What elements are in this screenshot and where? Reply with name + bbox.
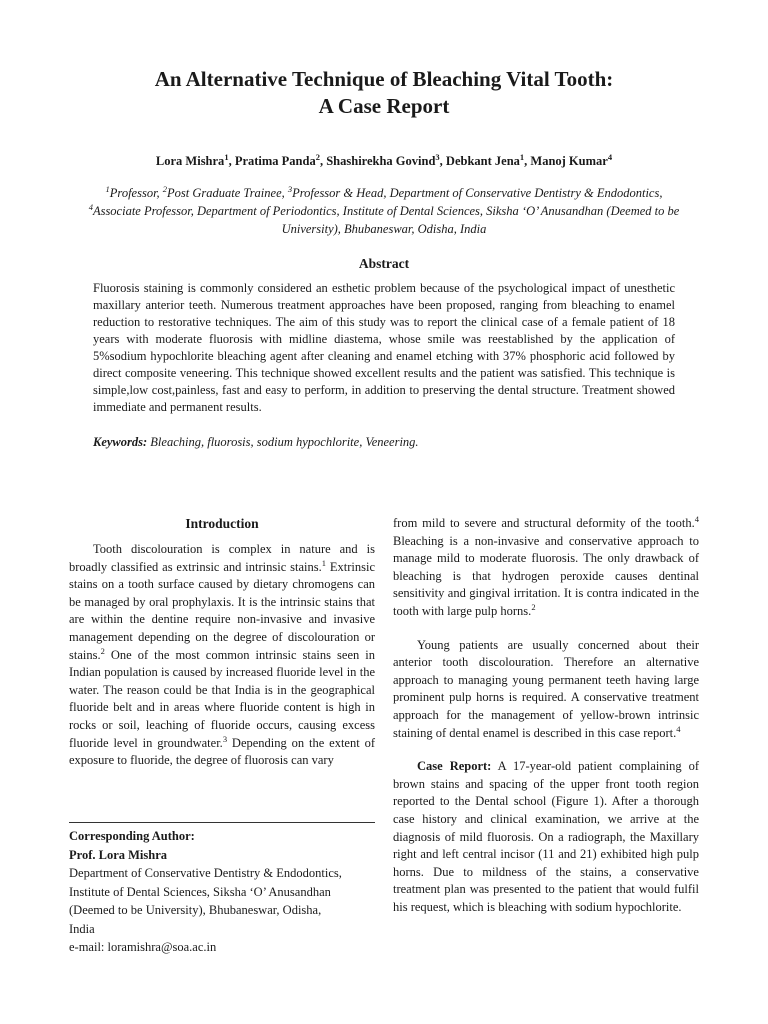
intro-text: Tooth discolouration is complex in nature and is broadly classified as extrinsic and intrinsic stains. [69, 542, 375, 574]
author-name: Lora Mishra [155, 154, 225, 168]
corresponding-institute: Institute of Dental Sciences, Siksha ‘O’ Anusandhan [69, 884, 331, 899]
right-column [393, 515, 699, 916]
corresponding-email: e-mail: loramishra@soa.ac.in [69, 940, 217, 954]
author-name: Manoj Kumar [530, 154, 608, 168]
body-paragraph [393, 637, 699, 743]
corresponding-author-block [69, 822, 375, 957]
corresponding-heading: Corresponding Author: [69, 829, 195, 843]
citation-sup: 4 [694, 513, 699, 524]
case-report-paragraph [393, 758, 699, 916]
introduction-paragraph [69, 541, 375, 770]
affil-text: Post Graduate Trainee, [167, 186, 288, 200]
author-affil-sup: 2 [315, 151, 320, 162]
author-name: Debkant Jena [445, 154, 520, 168]
corresponding-dept: Department of Conservative Dentistry & Endodontics, [69, 866, 342, 880]
author-affil-sup: 4 [607, 151, 613, 162]
affil-text: Associate Professor, Department of Periodontics, Institute of Dental Sciences, Siksha ‘O’ Anusandhan (Deemed to be University), Bhubaneswar, Odisha, India [92, 204, 680, 236]
corresponding-university: (Deemed to be University), Bhubaneswar, Odisha, [69, 903, 322, 917]
body-text: Bleaching is a non-invasive and conservative approach to manage mild to moderate fluorosis. The only drawback of bleaching is that hydrogen peroxide causes dentinal sensitivity and gingival irritation. It is contra indicated in the tooth with large pulp horns. [393, 533, 699, 618]
abstract-text: Fluorosis staining is commonly considered an esthetic problem because of the psychological impact of unesthetic maxillary anterior teeth. Numerous treatment approaches have been proposed, ranging from bleaching to enamel reduction to restorative techniques. The aim of this study was to report the clinical case of a female patient of 18 years with moderate fluorosis with midline diastema, whose smile was reestablished by the application of 5%sodium hypochlorite bleaching agent after cleaning and enamel etching with 37% phosphoric acid followed by direct composite veneering. This technique showed excellent results and the patient was satisfied. This technique is simple,low cost,painless, fast and easy to perform, in addition to preserving the dental structure. Treatment showed immediate and permanent results. [93, 281, 675, 414]
keywords-label: Keywords: [93, 435, 148, 449]
citation-sup: 4 [676, 723, 681, 734]
affil-text: Professor & Head, Department of Conservative Dentistry & Endodontics, [292, 186, 663, 200]
author-name: Pratima Panda [234, 154, 316, 168]
keywords-text: Bleaching, fluorosis, sodium hypochlorite, Veneering. [147, 435, 419, 449]
author-affil-sup: 1 [224, 151, 229, 162]
citation-sup: 2 [531, 601, 536, 612]
corresponding-country: India [69, 921, 95, 936]
affil-sup: 2 [162, 183, 168, 194]
case-report-label: Case Report: [417, 759, 492, 774]
affiliations [66, 184, 702, 238]
affil-sup: 1 [105, 183, 110, 194]
introduction-heading: Introduction [185, 516, 259, 531]
left-column [69, 515, 375, 770]
affil-sup: 4 [88, 201, 93, 212]
abstract-heading: Abstract [358, 256, 410, 271]
title-line-2: A Case Report [318, 94, 450, 118]
author-affil-sup: 3 [435, 151, 440, 162]
continued-paragraph [393, 515, 699, 621]
keywords [93, 434, 675, 451]
affil-text: Professor, [109, 186, 163, 200]
body-text: from mild to severe and structural deformity of the tooth. [393, 516, 695, 530]
intro-text: One of the most common intrinsic stains seen in Indian population is caused by increased fluoride level in the water. The reason could be that India is in the geographical fluoride belt and in areas where fluoride content is high in rocks or soil, leaching of fluoride occurs, causing excess fluoride level in groundwater. [69, 647, 375, 750]
citation-sup: 2 [100, 645, 105, 656]
author-affil-sup: 1 [519, 151, 525, 162]
title-line-1: An Alternative Technique of Bleaching Vital Tooth: [154, 67, 614, 91]
citation-sup: 3 [222, 733, 228, 744]
affil-sup: 3 [287, 183, 293, 194]
intro-text: Depending on the extent of exposure to fluoride, the degree of fluorosis can vary [69, 735, 375, 768]
corresponding-name: Prof. Lora Mishra [69, 847, 168, 862]
body-text: Young patients are usually concerned about their anterior tooth discolouration. Therefore an alternative approach to managing young permanent teeth having large prominent pulp horns is required. A conservative treatment approach for the management of yellow-brown intrinsic staining of dental enamel is described in this case report. [393, 637, 699, 740]
author-name: Shashirekha Govind [326, 154, 436, 168]
author-list: Lora Mishra$^1$, Pratima Panda$^2$, Shashirekha Govind$^3$, Debkant Jena$^1$, Manoj Kumar$^4$ [155, 151, 613, 168]
case-report-text: A 17-year-old patient complaining of brown stains and spacing of the upper front tooth region reported to the Dental school (Figure 1). After a thorough case history and clinical examination, we arrive at the diagnosis of mild fluorosis. On a radiograph, the Maxillary right and left central incisor (11 and 21) exhibited high pulp horns. Due to mildness of the stains, a conservative treatment plan was presented to the patient that would fulfil his request, which is bleaching with sodium hypochlorite. [393, 759, 700, 914]
paper-title [60, 66, 708, 120]
intro-text: Extrinsic stains on a tooth surface caused by dietary chromogens can be managed by oral prophylaxis. It is the intrinsic stains that are within the dentine require non-invasive and invasive management depending on the degree of discolouration or stains. [69, 559, 375, 662]
citation-sup: 1 [321, 557, 326, 568]
